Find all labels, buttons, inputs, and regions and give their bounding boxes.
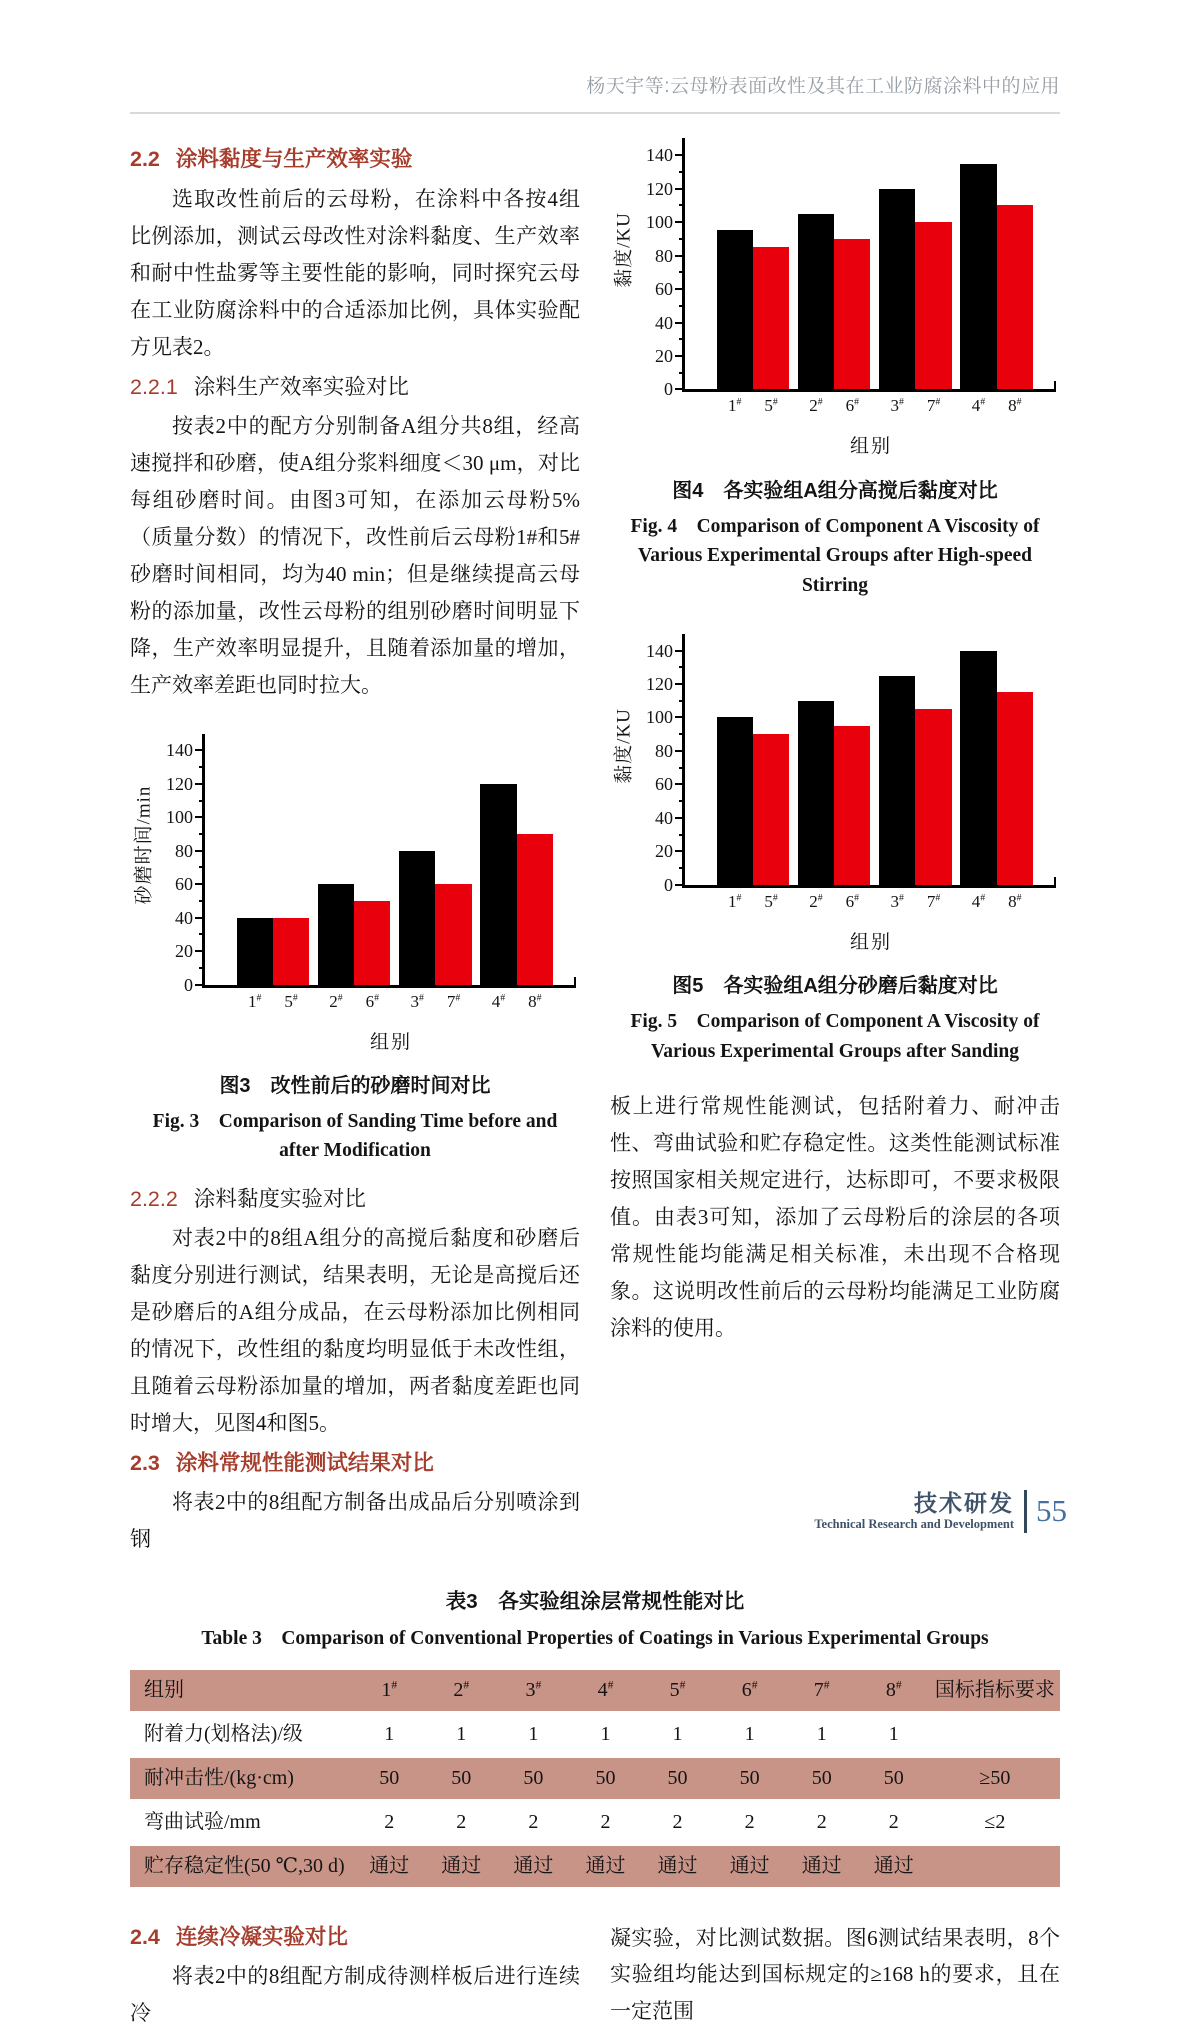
y-axis-tick-label: 0 (664, 874, 673, 895)
table3-header-cell: 4# (597, 1677, 614, 1701)
y-axis-tick-label: 120 (646, 178, 673, 199)
bar-modified (273, 918, 309, 985)
y-axis-tick (675, 683, 685, 685)
y-axis-tick (675, 650, 685, 652)
y-axis-tick-label: 20 (655, 841, 673, 862)
y-axis-tick-label: 120 (646, 674, 673, 695)
section-number: 2.2.2 (130, 1186, 178, 1211)
bottom-right-column (610, 1916, 1060, 2032)
y-axis-tick (675, 817, 685, 819)
y-axis-tick-label: 140 (166, 740, 193, 761)
table3-cell: 附着力(划格法)/级 (144, 1722, 303, 1745)
table3-cell: ≥50 (979, 1766, 1011, 1789)
table3-cell: 2 (456, 1810, 467, 1833)
y-axis-minor-tick (679, 238, 685, 240)
y-axis-minor-tick (679, 666, 685, 668)
table3-cell: ≤2 (984, 1810, 1006, 1833)
bar-modified (753, 247, 789, 389)
y-axis-tick (675, 154, 685, 156)
y-axis-tick (195, 883, 205, 885)
bar-unmodified (798, 214, 834, 390)
figure3-caption-zh: 图3 改性前后的砂磨时间对比 (219, 1075, 491, 1098)
table3-cell: 1 (672, 1722, 683, 1745)
table3-row (130, 1758, 1060, 1799)
table3-cell: 2 (744, 1810, 755, 1833)
section-number: 2.2 (130, 147, 160, 172)
y-axis-tick (675, 255, 685, 257)
figure3-chart (130, 734, 576, 1011)
y-axis-minor-tick (679, 767, 685, 769)
paragraph-2-2-2: 对表2中的8组A组分的高搅后黏度和砂磨后黏度分别进行测试，结果表明，无论是高搅后还是砂磨后的A组分成品，在云母粉添加比例相同的情况下，改性组的黏度均明显低于未改性组，且随着云母粉添加量的增加，两者黏度差距也同时增大，见图4和图5。 (130, 1226, 580, 1435)
table3-header-cell: 2# (453, 1677, 470, 1701)
y-axis-tick (675, 221, 685, 223)
figure5-plot-area (646, 634, 1056, 911)
x-axis-tick-label: 5# (284, 991, 298, 1011)
table3-header-cell: 国标指标要求 (934, 1678, 1055, 1701)
figure4-caption-zh: 图4 各实验组A组分高搅后黏度对比 (672, 479, 998, 502)
section-heading-2-4 (130, 1920, 580, 1954)
paragraph-2-2-1: 按表2中的配方分别制备A组分共8组，经高速搅拌和砂磨，使A组分浆料细度＜30 μm，对比每组砂磨时间。由图3可知，在添加云母粉5%（质量分数）的情况下，改性前后云母粉1#和5#砂磨时间相同，均为40 min；但是继续提高云母粉的添加量，改性云母粉的组别砂磨时间明显下降，生产效率明显提升，且随着添加量的增加，生产效率差距也同时拉大。 (130, 413, 580, 697)
paragraph-2-3-right: 板上进行常规性能测试，包括附着力、耐冲击性、弯曲试验和贮存稳定性。这类性能测试标准按照国家相关规定进行，达标即可，不要求极限值。由表3可知，添加了云母粉后的涂层的各项常规性能均能满足相关标准，未出现不合格现象。这说明改性前后的云母粉均能满足工业防腐涂料的使用。 (610, 1093, 1060, 1340)
table3-row (130, 1714, 1060, 1755)
table3-cell: 弯曲试验/mm (144, 1810, 261, 1833)
y-axis-tick (195, 749, 205, 751)
bar-modified (834, 726, 870, 885)
table3-cell: 2 (600, 1810, 611, 1833)
table3-header-cell: 3# (525, 1677, 542, 1701)
bar-unmodified (960, 651, 996, 885)
table3-header-cell: 8# (885, 1677, 902, 1701)
table3-cell: 1 (888, 1722, 899, 1745)
table3-cell (930, 1714, 1060, 1755)
y-axis-tick-label: 60 (655, 279, 673, 300)
table3-cell: 50 (451, 1766, 472, 1789)
section-heading-2-2-2 (130, 1182, 580, 1216)
y-axis-tick-label: 40 (655, 807, 673, 828)
x-axis-tick-label: 3# (410, 991, 424, 1011)
y-axis-minor-tick (679, 338, 685, 340)
y-axis-minor-tick (199, 866, 205, 868)
bar-modified (915, 222, 951, 389)
x-axis-tick-label: 3# (890, 891, 904, 911)
bar-unmodified (480, 784, 516, 985)
y-axis-tick-label: 140 (646, 145, 673, 166)
x-axis-tick-label: 1# (727, 396, 742, 416)
y-axis-minor-tick (679, 305, 685, 307)
bar-modified (834, 239, 870, 390)
table3-cell: 通过 (441, 1854, 482, 1877)
figure4-plot-area (646, 138, 1056, 416)
y-axis-minor-tick (679, 372, 685, 374)
y-axis-tick (675, 355, 685, 357)
x-axis-tick-label: 8# (1008, 396, 1022, 416)
table3-cell: 2 (528, 1810, 539, 1833)
x-axis-tick-label: 7# (446, 991, 461, 1011)
table3-cell: 50 (667, 1766, 688, 1789)
bar-unmodified (960, 164, 996, 390)
x-axis-tick-label: 3# (890, 396, 904, 416)
bar-modified (354, 901, 390, 985)
x-axis-tick-label: 4# (971, 396, 986, 416)
table3-cell: 贮存稳定性(50 ℃,30 d) (144, 1854, 345, 1877)
y-axis-tick (195, 816, 205, 818)
y-axis-tick (195, 984, 205, 986)
table3-cell: 通过 (729, 1854, 770, 1877)
y-axis-minor-tick (679, 733, 685, 735)
table3-header-cell: 6# (741, 1677, 758, 1701)
figure4-y-axis-title: 黏度/KU (613, 212, 635, 289)
bottom-left-column (130, 1916, 580, 2032)
y-axis-minor-tick (679, 800, 685, 802)
x-axis-tick-label: 8# (528, 991, 542, 1011)
table3-cell: 50 (883, 1766, 904, 1789)
x-axis-end-tick (1054, 381, 1056, 389)
x-axis-tick-label: 2# (809, 891, 823, 911)
bar-modified (517, 834, 553, 985)
figure3-caption-en: Fig. 3 Comparison of Sanding Time before and after Modification (152, 1111, 558, 1162)
y-axis-minor-tick (679, 204, 685, 206)
section-number: 2.4 (130, 1924, 160, 1949)
table3-cell: 通过 (873, 1854, 914, 1877)
x-axis-tick-label: 1# (727, 891, 742, 911)
x-axis-tick-label: 5# (764, 891, 778, 911)
table3-header-row (130, 1670, 1060, 1711)
section-title: 涂料常规性能测试结果对比 (175, 1450, 434, 1475)
figure-5 (610, 634, 1060, 1066)
bar-unmodified (879, 189, 915, 390)
bar-unmodified (879, 676, 915, 885)
y-axis-minor-tick (679, 867, 685, 869)
table3-cell: 50 (523, 1766, 544, 1789)
table3-row (130, 1846, 1060, 1887)
figure5-x-axis-title: 组别 (849, 931, 892, 953)
page-footer (814, 1484, 1067, 1539)
table3-cell: 1 (816, 1722, 827, 1745)
table3-head (130, 1670, 1060, 1711)
table3-cell: 2 (816, 1810, 827, 1833)
table3-cell: 2 (384, 1810, 395, 1833)
table3-cell: 1 (528, 1722, 539, 1745)
y-axis-tick (675, 884, 685, 886)
section-number: 2.2.1 (130, 374, 178, 399)
table3-row (130, 1802, 1060, 1843)
bar-modified (997, 692, 1033, 884)
paragraph-2-3-left: 将表2中的8组配方制备出成品后分别喷涂到钢 (130, 1490, 580, 1552)
y-axis-tick (675, 850, 685, 852)
table3-section (130, 1584, 1060, 1889)
figure4-caption-en: Fig. 4 Comparison of Component A Viscosity of Various Experimental Groups after High-speed Stirring (630, 516, 1040, 596)
table3-cell: 通过 (369, 1854, 410, 1877)
table3-cell: 通过 (585, 1854, 626, 1877)
y-axis-minor-tick (679, 271, 685, 273)
bar-modified (753, 734, 789, 885)
table3-cell: 通过 (513, 1854, 554, 1877)
y-axis-tick (675, 716, 685, 718)
section-heading-2-2 (130, 142, 580, 176)
bar-modified (915, 709, 951, 885)
page-number: 55 (1036, 1493, 1067, 1528)
y-axis-tick-label: 80 (655, 245, 673, 266)
x-axis-tick-label: 4# (971, 891, 986, 911)
y-axis-tick (675, 322, 685, 324)
bar-modified (435, 884, 471, 984)
x-axis-tick-label: 2# (809, 396, 823, 416)
paragraph-2-4-left: 将表2中的8组配方制成待测样板后进行连续冷 (130, 1963, 580, 2025)
x-axis-tick-label: 7# (926, 396, 941, 416)
y-axis-tick-label: 100 (646, 212, 673, 233)
figure3-y-axis-title: 砂磨时间/min (133, 785, 155, 905)
y-axis-tick-label: 40 (175, 907, 193, 928)
table3-cell: 50 (739, 1766, 760, 1789)
y-axis-tick-label: 20 (655, 345, 673, 366)
y-axis-tick (195, 917, 205, 919)
table3-cell: 2 (672, 1810, 683, 1833)
y-axis-tick-label: 80 (655, 740, 673, 761)
y-axis-minor-tick (199, 833, 205, 835)
y-axis-tick (195, 850, 205, 852)
y-axis-minor-tick (199, 933, 205, 935)
x-axis-tick-label: 4# (491, 991, 506, 1011)
table3-cell (930, 1846, 1060, 1887)
section-title: 涂料生产效率实验对比 (193, 374, 409, 399)
section-title: 涂料黏度实验对比 (193, 1186, 366, 1211)
table3-cell: 50 (379, 1766, 400, 1789)
x-axis-tick-label: 6# (365, 991, 380, 1011)
bar-unmodified (399, 851, 435, 985)
section-title: 涂料黏度与生产效率实验 (175, 147, 413, 172)
paragraph-2-4-right: 凝实验，对比测试数据。图6测试结果表明，8个实验组均能达到国标规定的≥168 h的要求，且在一定范围 (610, 1925, 1060, 2024)
x-axis-end-tick (574, 977, 576, 985)
y-axis-minor-tick (679, 700, 685, 702)
bar-unmodified (237, 918, 273, 985)
bar-unmodified (318, 884, 354, 984)
y-axis-tick (675, 388, 685, 390)
x-axis-tick-label: 7# (926, 891, 941, 911)
table3-header-cell: 组别 (144, 1678, 184, 1701)
y-axis-tick (675, 783, 685, 785)
figure4-x-axis-title: 组别 (849, 436, 892, 458)
table3-header-cell: 7# (813, 1677, 830, 1701)
y-axis-tick-label: 100 (166, 807, 193, 828)
paragraph-2-2: 选取改性前后的云母粉，在涂料中各按4组比例添加，测试云母改性对涂料黏度、生产效率和耐中性盐雾等主要性能的影响，同时探究云母在工业防腐涂料中的合适添加比例，具体实验配方见表2。 (130, 186, 580, 359)
footer-section-label (814, 1490, 1027, 1533)
table3-body (130, 1714, 1060, 1887)
right-column (610, 138, 1060, 1558)
bar-unmodified (717, 717, 753, 884)
y-axis-minor-tick (199, 900, 205, 902)
y-axis-tick (675, 288, 685, 290)
table3-cell: 耐冲击性/(kg·cm) (144, 1766, 294, 1789)
y-axis-tick-label: 20 (175, 941, 193, 962)
table3-cell: 2 (888, 1810, 899, 1833)
y-axis-minor-tick (199, 800, 205, 802)
footer-label-en: Technical Research and Development (814, 1517, 1014, 1532)
x-axis-tick-label: 2# (329, 991, 343, 1011)
y-axis-minor-tick (199, 967, 205, 969)
figure3-x-axis-title: 组别 (369, 1031, 412, 1053)
y-axis-tick-label: 120 (166, 773, 193, 794)
y-axis-tick-label: 140 (646, 640, 673, 661)
left-column (130, 138, 580, 1558)
x-axis-tick-label: 1# (247, 991, 262, 1011)
section-title: 连续冷凝实验对比 (175, 1924, 348, 1949)
table3-header-cell: 1# (381, 1677, 398, 1701)
table3-cell: 通过 (801, 1854, 842, 1877)
y-axis-tick-label: 100 (646, 707, 673, 728)
figure3-plot-area (166, 734, 576, 1011)
table3-cell: 1 (744, 1722, 755, 1745)
y-axis-minor-tick (679, 834, 685, 836)
bar-unmodified (798, 701, 834, 885)
table3-title-zh: 表3 各实验组涂层常规性能对比 (445, 1590, 745, 1614)
x-axis-end-tick (1054, 877, 1056, 885)
section-number: 2.3 (130, 1450, 160, 1475)
y-axis-tick-label: 0 (184, 974, 193, 995)
y-axis-tick (675, 750, 685, 752)
y-axis-tick-label: 0 (664, 379, 673, 400)
section-heading-2-3 (130, 1446, 580, 1480)
figure5-caption-zh: 图5 各实验组A组分砂磨后黏度对比 (672, 975, 998, 998)
figure4-chart (610, 138, 1056, 416)
table3 (130, 1667, 1060, 1890)
table3-cell: 通过 (657, 1854, 698, 1877)
y-axis-tick-label: 60 (175, 874, 193, 895)
y-axis-minor-tick (679, 171, 685, 173)
figure5-y-axis-title: 黏度/KU (613, 707, 635, 784)
y-axis-tick (675, 188, 685, 190)
y-axis-tick-label: 60 (655, 774, 673, 795)
table3-cell: 50 (811, 1766, 832, 1789)
y-axis-minor-tick (199, 766, 205, 768)
x-axis-tick-label: 6# (845, 891, 860, 911)
footer-label-zh: 技术研发 (914, 1489, 1014, 1516)
figure5-caption-en: Fig. 5 Comparison of Component A Viscosity of Various Experimental Groups after Sanding (630, 1011, 1040, 1062)
table3-header-cell: 5# (669, 1677, 686, 1701)
table3-title-en: Table 3 Comparison of Conventional Properties of Coatings in Various Experimental Groups (201, 1628, 989, 1650)
bar-unmodified (717, 230, 753, 389)
x-axis-tick-label: 8# (1008, 891, 1022, 911)
x-axis-tick-label: 5# (764, 396, 778, 416)
table3-cell: 1 (456, 1722, 467, 1745)
y-axis-tick (195, 783, 205, 785)
table3-cell: 1 (600, 1722, 611, 1745)
figure5-chart (610, 634, 1056, 911)
table3-cell: 1 (384, 1722, 395, 1745)
figure-4 (610, 138, 1060, 599)
bar-modified (997, 205, 1033, 389)
y-axis-tick (195, 950, 205, 952)
x-axis-tick-label: 6# (845, 396, 860, 416)
table3-cell: 50 (595, 1766, 616, 1789)
y-axis-tick-label: 80 (175, 840, 193, 861)
figure-3 (130, 734, 580, 1166)
y-axis-tick-label: 40 (655, 312, 673, 333)
running-header: 杨天宇等:云母粉表面改性及其在工业防腐涂料中的应用 (130, 70, 1060, 114)
section-heading-2-2-1 (130, 370, 580, 404)
